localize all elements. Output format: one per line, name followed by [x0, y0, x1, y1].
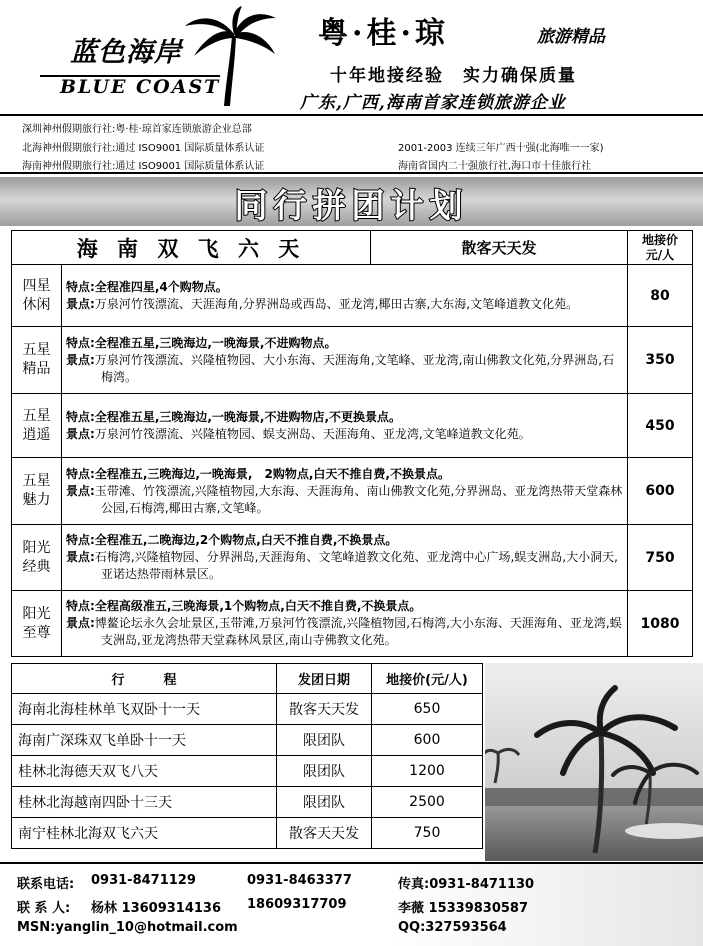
- route-name: 海南广深珠双飞单卧十一天: [12, 725, 277, 756]
- tour-category: 阳光 经典: [12, 525, 62, 591]
- tour-header-row: [12, 231, 693, 265]
- info-line: 海南省国内二十强旅行社,海口市十佳旅行社: [398, 161, 592, 172]
- table-row: [12, 787, 483, 818]
- tour-description: 特点:全程准五,三晚海边,一晚海景, 2购物点,白天不推自费,不换景点。 景点:玉带滩、竹筏漂流,兴隆植物园,大东海、天涯海角、南山佛教文化苑,分界洲岛、亚龙湾热带天堂森林公园,石梅湾,椰田古寨,文笔峰。: [62, 458, 628, 525]
- tour-spots: 万泉河竹筏漂流、兴隆植物园、大小东海、天涯海角,文笔峰、亚龙湾,南山佛教文化苑,分界洲岛,石梅湾。: [94, 352, 615, 384]
- tour-feature: 全程准四星,4个购物点。: [94, 279, 228, 294]
- tour-price: 450: [628, 394, 693, 458]
- tour-spots: 博鳌论坛永久会址景区,玉带滩,万泉河竹筏漂流,兴隆植物园,石梅湾,大小东海、天涯海角、亚龙湾,蜈支洲岛,亚龙湾热带天堂森林风景区,南山寺佛教文化苑。: [94, 616, 622, 647]
- tour-spots: 万泉河竹筏漂流、兴隆植物园、蜈支洲岛、天涯海角、亚龙湾,文笔峰道教文化苑。: [94, 426, 531, 441]
- route-name: 海南北海桂林单飞双卧十一天: [12, 694, 277, 725]
- msn: MSN:yanglin_10@hotmail.com: [17, 920, 238, 935]
- tour-name: 海 南 双 飞 六 天: [12, 231, 371, 264]
- info-line: 深圳神州假期旅行社:粤·桂·琼首家连锁旅游企业总部: [22, 124, 252, 135]
- slogan-1: 十年地接经验 实力确保质量: [330, 66, 577, 86]
- table-row: [12, 265, 693, 327]
- brand-title: 粤·桂·琼: [318, 16, 449, 51]
- route-date: 散客天天发: [277, 818, 372, 849]
- tour-description: 特点:全程准五星,三晚海边,一晚海景,不进购物点。 景点:万泉河竹筏漂流、兴隆植物园、大小东海、天涯海角,文笔峰、亚龙湾,南山佛教文化苑,分界洲岛,石梅湾。: [62, 327, 628, 394]
- table-row: [12, 525, 693, 591]
- info-line: 海南神州假期旅行社:通过 ISO9001 国际质量体系认证: [22, 161, 265, 172]
- table-row: [12, 725, 483, 756]
- beach-photo: [485, 663, 703, 861]
- tour-spots: 玉带滩、竹筏漂流,兴隆植物园,大东海、天涯海角、南山佛教文化苑,分界洲岛、亚龙湾热带天堂森林公园,石梅湾,椰田古寨,文笔峰。: [94, 483, 623, 515]
- price-header-line2: 元/人: [645, 247, 675, 262]
- route-table: [11, 663, 483, 849]
- tour-category: 五星 逍遥: [12, 394, 62, 458]
- agency-info: [0, 114, 703, 174]
- tour-category: 五星 精品: [12, 327, 62, 394]
- tour-price: 600: [628, 458, 693, 525]
- tour-price: 750: [628, 525, 693, 591]
- page-title: 同行拼团计划: [234, 186, 469, 225]
- tour-schedule: 散客天天发: [461, 239, 537, 257]
- tour-spots: 石梅湾,兴隆植物园、分界洲岛,天涯海角、文笔峰道教文化苑、亚龙湾中心广场,蜈支洲岛,大小洞天,亚诺达热带雨林景区。: [94, 550, 618, 581]
- route-date: 限团队: [277, 787, 372, 818]
- phone-1: 0931-8471129: [91, 873, 196, 888]
- route-header-row: [12, 664, 483, 694]
- tour-price: 80: [628, 265, 693, 327]
- tour-category: 五星 魅力: [12, 458, 62, 525]
- route-price: 1200: [372, 756, 483, 787]
- table-row: [12, 394, 693, 458]
- tour-feature: 全程高级准五,三晚海景,1个购物点,白天不推自费,不换景点。: [94, 599, 422, 613]
- route-name: 南宁桂林北海双飞六天: [12, 818, 277, 849]
- tour-category: 阳光 至尊: [12, 591, 62, 657]
- table-row: [12, 327, 693, 394]
- route-price: 650: [372, 694, 483, 725]
- tour-price: 350: [628, 327, 693, 394]
- contact-person-1-alt: 18609317709: [247, 897, 347, 912]
- fax: 传真:0931-8471130: [398, 877, 535, 892]
- table-row: [12, 694, 483, 725]
- logo-text-cn: 蓝色海岸: [70, 37, 182, 68]
- table-row: [12, 591, 693, 657]
- table-row: [12, 756, 483, 787]
- tour-spots: 万泉河竹筏漂流、天涯海角,分界洲岛或西岛、亚龙湾,椰田古寨,大东海,文笔峰道教文化苑。: [94, 296, 579, 311]
- table-row: [12, 818, 483, 849]
- tour-price: 1080: [628, 591, 693, 657]
- route-date: 散客天天发: [277, 694, 372, 725]
- slogan-2: 广东,广西,海南首家连锁旅游企业: [300, 93, 566, 113]
- price-header-line1: 地接价: [641, 232, 678, 247]
- tour-feature: 全程准五,二晚海边,2个购物点,白天不推自费,不换景点。: [94, 533, 398, 547]
- info-line: 北海神州假期旅行社:通过 ISO9001 国际质量体系认证: [22, 143, 265, 154]
- info-line: 2001-2003 连续三年广西十强(北海唯一一家): [398, 143, 604, 154]
- route-header-name: 行 程: [12, 664, 277, 694]
- tour-table: [11, 230, 693, 657]
- qq: QQ:327593564: [398, 920, 507, 935]
- route-date: 限团队: [277, 725, 372, 756]
- phone-2: 0931-8463377: [247, 873, 352, 888]
- route-header-date: 发团日期: [277, 664, 372, 694]
- phone-label: 联系电话:: [17, 877, 75, 892]
- route-name: 桂林北海越南四卧十三天: [12, 787, 277, 818]
- table-row: [12, 458, 693, 525]
- person-label: 联 系 人:: [17, 901, 71, 916]
- tour-category: 四星 休闲: [12, 265, 62, 327]
- route-header-price: 地接价(元/人): [372, 664, 483, 694]
- tour-feature: 全程准五,三晚海边,一晚海景, 2购物点,白天不推自费,不换景点。: [94, 466, 450, 481]
- logo-text-en: BLUE COAST: [60, 76, 221, 98]
- tour-feature: 全程准五星,三晚海边,一晚海景,不进购物店,不更换景点。: [94, 409, 402, 424]
- route-date: 限团队: [277, 756, 372, 787]
- tour-description: 特点:全程准五星,三晚海边,一晚海景,不进购物店,不更换景点。 景点:万泉河竹筏漂流、兴隆植物园、蜈支洲岛、天涯海角、亚龙湾,文笔峰道教文化苑。: [62, 394, 628, 458]
- tour-description: 特点:全程准五,二晚海边,2个购物点,白天不推自费,不换景点。 景点:石梅湾,兴隆植物园、分界洲岛,天涯海角、文笔峰道教文化苑、亚龙湾中心广场,蜈支洲岛,大小洞天,亚诺达热带雨林景区。: [62, 525, 628, 591]
- tour-feature: 全程准五星,三晚海边,一晚海景,不进购物点。: [94, 335, 337, 350]
- route-name: 桂林北海德天双飞八天: [12, 756, 277, 787]
- price-header: [628, 231, 693, 265]
- tour-description: 特点:全程高级准五,三晚海景,1个购物点,白天不推自费,不换景点。 景点:博鳌论坛永久会址景区,玉带滩,万泉河竹筏漂流,兴隆植物园,石梅湾,大小东海、天涯海角、亚龙湾,蜈支洲岛,亚龙湾热带天堂森林风景区,南山寺佛教文化苑。: [62, 591, 628, 657]
- contact-info: [0, 862, 703, 946]
- route-price: 2500: [372, 787, 483, 818]
- route-price: 600: [372, 725, 483, 756]
- route-price: 750: [372, 818, 483, 849]
- brand-subtitle: 旅游精品: [537, 27, 605, 47]
- contact-person-1: 杨林 13609314136: [91, 901, 222, 916]
- contact-person-2: 李薇 15339830587: [398, 901, 529, 916]
- tour-description: 特点:全程准四星,4个购物点。 景点:万泉河竹筏漂流、天涯海角,分界洲岛或西岛、亚龙湾,椰田古寨,大东海,文笔峰道教文化苑。: [62, 265, 628, 327]
